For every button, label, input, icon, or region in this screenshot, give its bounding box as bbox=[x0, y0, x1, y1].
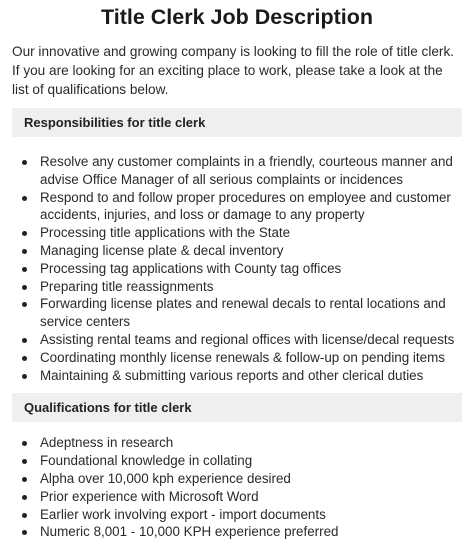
bullet-icon bbox=[22, 374, 27, 379]
list-item bbox=[16, 331, 462, 349]
qualification-text: Alpha over 10,000 kph experience desired bbox=[40, 470, 291, 486]
list-item bbox=[16, 367, 462, 385]
bullet-icon bbox=[22, 495, 27, 500]
list-item bbox=[16, 470, 462, 488]
qualification-text: Prior experience with Microsoft Word bbox=[40, 488, 259, 504]
list-item bbox=[16, 452, 462, 470]
bullet-icon bbox=[22, 302, 27, 307]
qualification-text: Numeric 8,001 - 10,000 KPH experience preferred bbox=[40, 524, 339, 540]
responsibility-text: Managing license plate & decal inventory bbox=[40, 242, 284, 258]
list-item bbox=[16, 189, 462, 225]
list-item bbox=[16, 278, 462, 296]
bullet-icon bbox=[22, 477, 27, 482]
qualifications-list bbox=[12, 434, 462, 541]
responsibility-text: Processing tag applications with County tag offices bbox=[40, 260, 342, 276]
responsibility-text: Forwarding license plates and renewal decals to rental locations and service centers bbox=[40, 296, 446, 330]
bullet-icon bbox=[22, 356, 27, 361]
list-item bbox=[16, 242, 462, 260]
bullet-icon bbox=[22, 459, 27, 464]
responsibility-text: Preparing title reassignments bbox=[40, 278, 214, 294]
responsibilities-list bbox=[12, 153, 462, 384]
responsibility-text: Maintaining & submitting various reports and other clerical duties bbox=[40, 367, 424, 383]
list-item bbox=[16, 224, 462, 242]
list-item bbox=[16, 153, 462, 189]
bullet-icon bbox=[22, 267, 27, 272]
responsibility-text: Processing title applications with the State bbox=[40, 225, 291, 241]
bullet-icon bbox=[22, 249, 27, 254]
qualifications-heading: Qualifications for title clerk bbox=[24, 400, 192, 416]
qualification-text: Foundational knowledge in collating bbox=[40, 453, 253, 469]
bullet-icon bbox=[22, 530, 27, 535]
bullet-icon bbox=[22, 441, 27, 446]
list-item bbox=[16, 260, 462, 278]
responsibility-text: Assisting rental teams and regional offices with license/decal requests bbox=[40, 331, 455, 347]
qualification-text: Adeptness in research bbox=[40, 435, 174, 451]
intro-paragraph: Our innovative and growing company is looking to fill the role of title clerk. If you are looking for an exciting place to work, please take a look at the list of qualifications below. bbox=[12, 44, 455, 97]
responsibilities-heading: Responsibilities for title clerk bbox=[24, 115, 206, 130]
list-item bbox=[16, 295, 462, 331]
qualification-text: Earlier work involving export - import documents bbox=[40, 506, 326, 522]
responsibility-text: Resolve any customer complaints in a friendly, courteous manner and advise Office Manager of all serious complaints or incidences bbox=[40, 154, 453, 187]
bullet-icon bbox=[22, 160, 27, 165]
responsibility-text: Respond to and follow proper procedures on employee and customer accidents, injuries, and loss or damage to any property bbox=[40, 189, 451, 223]
page-title: Title Clerk Job Description bbox=[100, 5, 373, 29]
list-item bbox=[16, 349, 462, 367]
qualifications-section-header bbox=[12, 393, 462, 422]
list-item bbox=[16, 523, 462, 541]
bullet-icon bbox=[22, 231, 27, 236]
list-item bbox=[16, 434, 462, 452]
bullet-icon bbox=[22, 285, 27, 290]
responsibility-text: Coordinating monthly license renewals & follow-up on pending items bbox=[40, 349, 445, 365]
bullet-icon bbox=[22, 196, 27, 201]
bullet-icon bbox=[22, 513, 27, 518]
responsibilities-section-header bbox=[12, 108, 462, 137]
list-item bbox=[16, 488, 462, 506]
bullet-icon bbox=[22, 338, 27, 343]
list-item bbox=[16, 506, 462, 524]
